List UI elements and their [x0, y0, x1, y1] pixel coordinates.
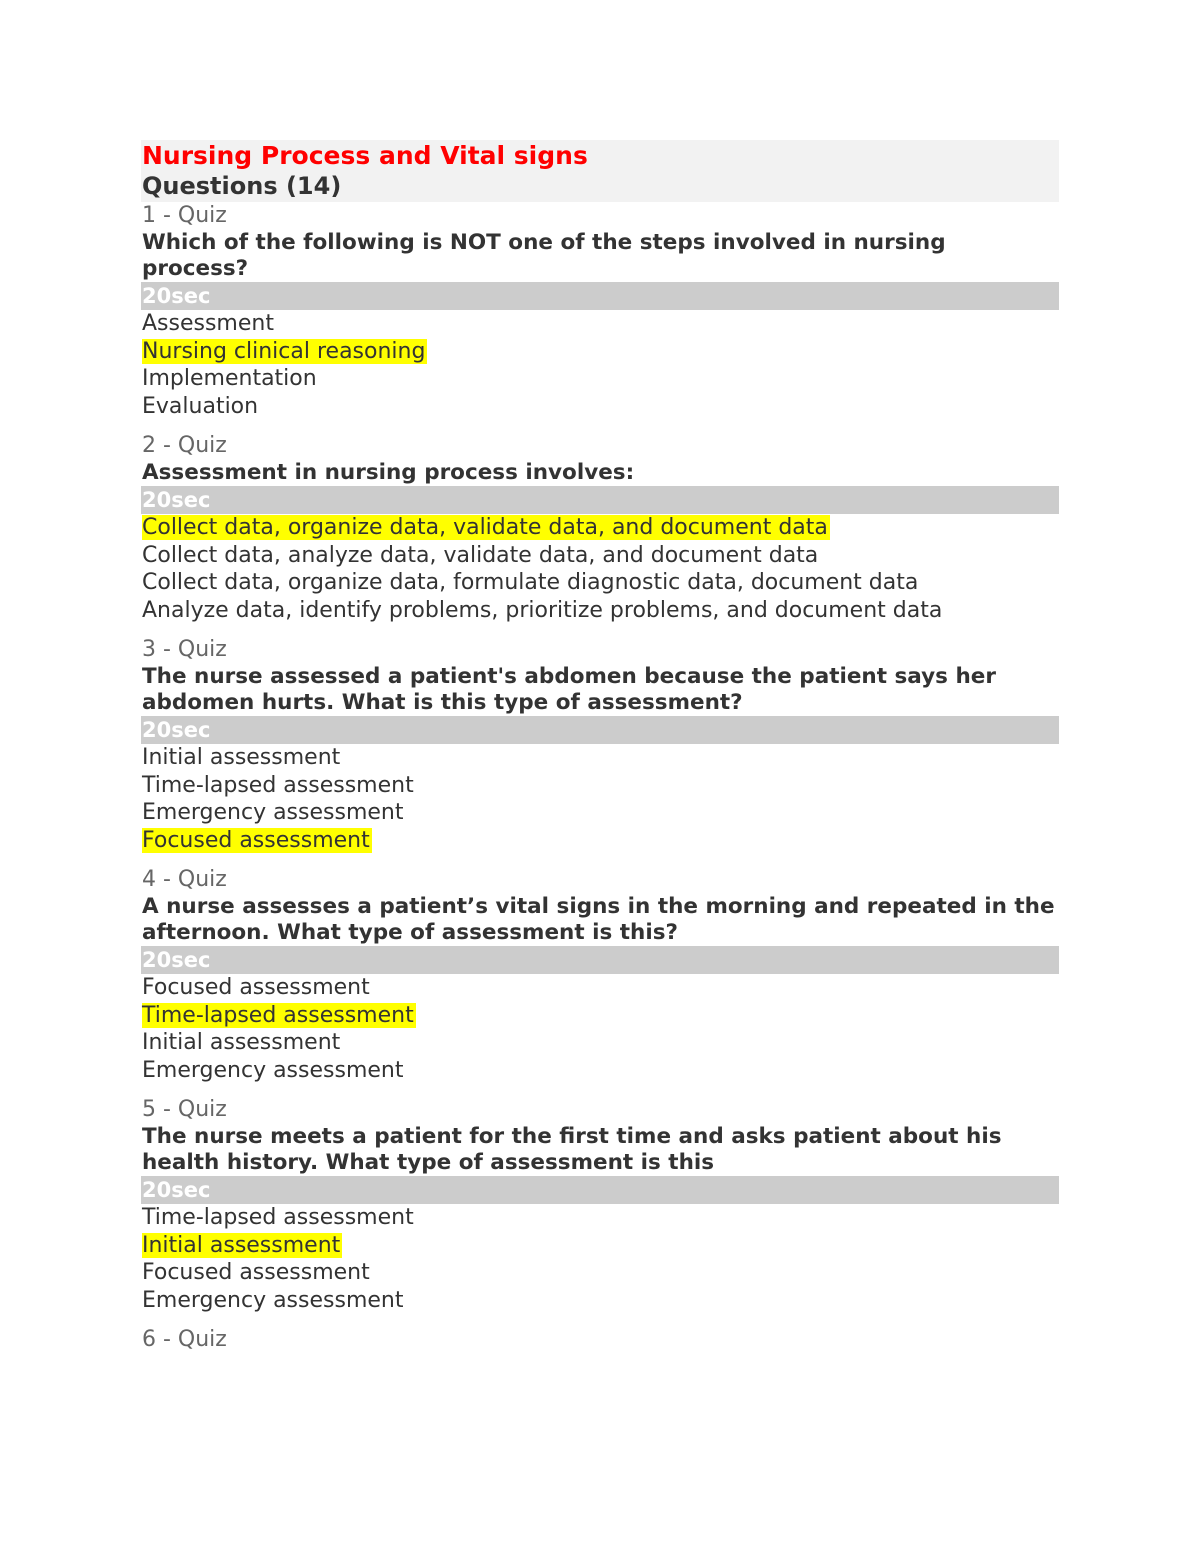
answer-option-correct: [141, 514, 1059, 542]
question-text: The nurse assessed a patient's abdomen because the patient says her abdomen hurts. What is this type of assessment?: [142, 664, 996, 715]
quiz-label: 3 - Quiz: [142, 637, 227, 662]
answer-option-text: Focused assessment: [142, 1260, 370, 1285]
answer-option-text: Nursing clinical reasoning: [142, 338, 426, 364]
answer-option: [141, 799, 1059, 827]
timer-bar: 20sec: [141, 486, 1059, 514]
answer-option-text: Emergency assessment: [142, 1057, 404, 1083]
answer-option-correct: [141, 1002, 1059, 1030]
answer-option: [141, 310, 1059, 338]
answer-option-text: Emergency assessment: [142, 1287, 404, 1313]
answer-option-text: Assessment: [142, 311, 274, 336]
answer-option: [141, 772, 1059, 800]
timer-bar: 20sec: [141, 1176, 1059, 1204]
answer-option: [141, 1259, 1059, 1287]
quiz-block: [141, 866, 1059, 1084]
answer-option-text: Evaluation: [142, 393, 259, 419]
document-page: [141, 140, 1059, 1354]
timer-bar: 20sec: [141, 282, 1059, 310]
answer-option-text: Emergency assessment: [142, 800, 404, 825]
quiz-block: [141, 636, 1059, 854]
answer-option: [141, 974, 1059, 1002]
quiz-label: 2 - Quiz: [142, 433, 227, 458]
answer-option-text: Focused assessment: [142, 975, 370, 1000]
answer-option: [141, 597, 1059, 625]
answer-option-text: Implementation: [142, 366, 317, 391]
answer-option: [141, 365, 1059, 393]
question-text: Assessment in nursing process involves:: [142, 460, 635, 485]
answer-option-correct: [141, 338, 1059, 366]
quiz-label: 6 - Quiz: [142, 1327, 227, 1352]
answer-option-correct: [141, 827, 1059, 855]
quiz-block: [141, 202, 1059, 420]
answer-option: [141, 744, 1059, 772]
answer-option-text: Focused assessment: [142, 827, 370, 853]
answer-option-text: Time-lapsed assessment: [142, 772, 414, 798]
timer-bar: 20sec: [141, 716, 1059, 744]
answer-option-text: Initial assessment: [142, 745, 341, 770]
answer-option-text: Collect data, organize data, formulate diagnostic data, document data: [142, 570, 919, 595]
answer-option: [141, 1204, 1059, 1232]
answer-option-text: Initial assessment: [142, 1030, 341, 1055]
answer-option: [141, 393, 1059, 421]
question-text: The nurse meets a patient for the first time and asks patient about his health history. What type of assessment is this: [142, 1124, 1002, 1175]
questions-count: Questions (14): [142, 172, 342, 200]
question-text: Which of the following is NOT one of the steps involved in nursing process?: [142, 230, 946, 281]
answer-option-text: Analyze data, identify problems, prioritize problems, and document data: [142, 597, 943, 623]
document-header: [141, 140, 1059, 202]
answer-option: [141, 1057, 1059, 1085]
document-title: Nursing Process and Vital signs: [142, 141, 588, 170]
answer-option: [141, 1287, 1059, 1315]
answer-option-correct: [141, 1232, 1059, 1260]
answer-option-text: Time-lapsed assessment: [142, 1205, 414, 1230]
quiz-label: 4 - Quiz: [142, 867, 227, 892]
answer-option-text: Collect data, analyze data, validate data, and document data: [142, 542, 819, 568]
quiz-label: 1 - Quiz: [142, 203, 227, 228]
answer-option-text: Time-lapsed assessment: [142, 1002, 414, 1028]
answer-option-text: Collect data, organize data, validate data, and document data: [142, 515, 828, 540]
quiz-label: 5 - Quiz: [142, 1097, 227, 1122]
answer-option-text: Initial assessment: [142, 1232, 341, 1258]
answer-option: [141, 569, 1059, 597]
quiz-block: [141, 1096, 1059, 1314]
answer-option: [141, 542, 1059, 570]
question-text: A nurse assesses a patient’s vital signs in the morning and repeated in the afternoon. What type of assessment is this?: [142, 894, 1055, 945]
answer-option: [141, 1029, 1059, 1057]
timer-bar: 20sec: [141, 946, 1059, 974]
quiz-block: [141, 432, 1059, 624]
